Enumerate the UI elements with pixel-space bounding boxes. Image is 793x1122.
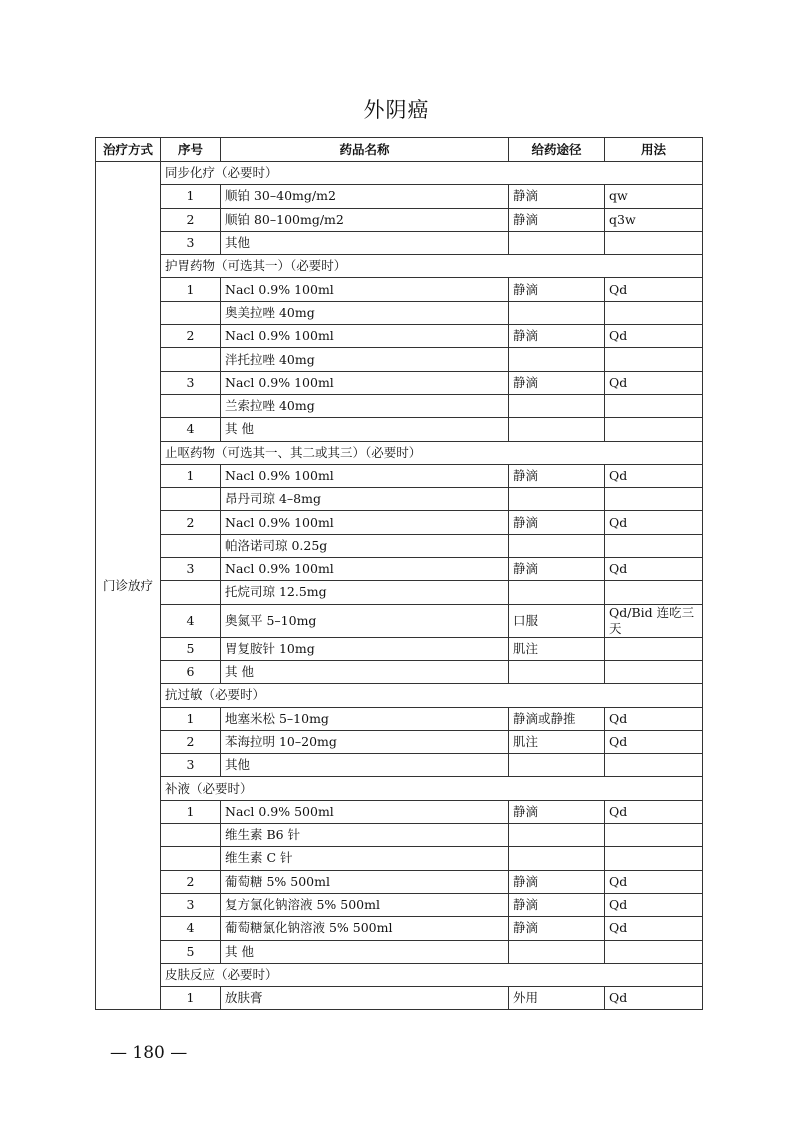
table-row bbox=[96, 660, 703, 683]
usage-cell bbox=[605, 660, 703, 683]
drug-name-cell: 地塞米松 5–10mg bbox=[221, 707, 509, 730]
drug-name-cell: 其 他 bbox=[221, 418, 509, 441]
usage-cell bbox=[605, 534, 703, 557]
route-cell: 肌注 bbox=[509, 730, 605, 753]
treatment-method-cell: 门诊放疗 bbox=[96, 162, 161, 1010]
usage-cell: Qd bbox=[605, 917, 703, 940]
seq-cell bbox=[161, 488, 221, 511]
table-row bbox=[96, 940, 703, 963]
usage-cell: Qd bbox=[605, 371, 703, 394]
drug-name-cell: 昂丹司琼 4–8mg bbox=[221, 488, 509, 511]
route-cell: 静滴 bbox=[509, 278, 605, 301]
table-row bbox=[96, 604, 703, 637]
usage-cell: Qd bbox=[605, 278, 703, 301]
usage-cell bbox=[605, 847, 703, 870]
route-cell: 静滴 bbox=[509, 325, 605, 348]
usage-cell: qw bbox=[605, 185, 703, 208]
usage-cell: Qd bbox=[605, 987, 703, 1010]
section-heading: 护胃药物（可选其一）（必要时） bbox=[161, 255, 703, 278]
table-row bbox=[96, 558, 703, 581]
section-row bbox=[96, 777, 703, 800]
seq-cell: 2 bbox=[161, 208, 221, 231]
drug-name-cell: 兰索拉唑 40mg bbox=[221, 394, 509, 417]
route-cell: 肌注 bbox=[509, 637, 605, 660]
drug-name-cell: Nacl 0.9% 100ml bbox=[221, 511, 509, 534]
table-row bbox=[96, 917, 703, 940]
seq-cell: 1 bbox=[161, 464, 221, 487]
table-row bbox=[96, 301, 703, 324]
route-cell bbox=[509, 940, 605, 963]
usage-cell bbox=[605, 488, 703, 511]
route-cell: 静滴 bbox=[509, 870, 605, 893]
section-row bbox=[96, 963, 703, 986]
drug-name-cell: 顺铂 30–40mg/m2 bbox=[221, 185, 509, 208]
usage-cell: Qd bbox=[605, 730, 703, 753]
route-cell bbox=[509, 534, 605, 557]
drug-table bbox=[95, 137, 703, 1010]
table-row bbox=[96, 231, 703, 254]
drug-name-cell: Nacl 0.9% 100ml bbox=[221, 278, 509, 301]
usage-cell: Qd bbox=[605, 893, 703, 916]
route-cell bbox=[509, 418, 605, 441]
drug-name-cell: 其 他 bbox=[221, 660, 509, 683]
drug-name-cell: Nacl 0.9% 100ml bbox=[221, 558, 509, 581]
route-cell bbox=[509, 488, 605, 511]
seq-cell bbox=[161, 824, 221, 847]
table-row bbox=[96, 800, 703, 823]
seq-cell: 2 bbox=[161, 870, 221, 893]
table-row bbox=[96, 511, 703, 534]
seq-cell: 1 bbox=[161, 278, 221, 301]
route-cell bbox=[509, 847, 605, 870]
table-row bbox=[96, 278, 703, 301]
drug-name-cell: 放肤膏 bbox=[221, 987, 509, 1010]
usage-cell bbox=[605, 581, 703, 604]
table-row bbox=[96, 488, 703, 511]
route-cell bbox=[509, 231, 605, 254]
seq-cell bbox=[161, 534, 221, 557]
table-row bbox=[96, 464, 703, 487]
route-cell bbox=[509, 754, 605, 777]
drug-name-cell: Nacl 0.9% 100ml bbox=[221, 325, 509, 348]
table-row bbox=[96, 893, 703, 916]
table-row bbox=[96, 730, 703, 753]
drug-name-cell: 其他 bbox=[221, 754, 509, 777]
drug-name-cell: 其他 bbox=[221, 231, 509, 254]
drug-name-cell: 苯海拉明 10–20mg bbox=[221, 730, 509, 753]
usage-cell bbox=[605, 348, 703, 371]
usage-cell bbox=[605, 940, 703, 963]
drug-name-cell: 维生素 B6 针 bbox=[221, 824, 509, 847]
seq-cell: 2 bbox=[161, 730, 221, 753]
header-route: 给药途径 bbox=[509, 138, 605, 162]
table-row bbox=[96, 325, 703, 348]
seq-cell bbox=[161, 301, 221, 324]
seq-cell: 2 bbox=[161, 511, 221, 534]
route-cell: 静滴 bbox=[509, 464, 605, 487]
usage-cell bbox=[605, 754, 703, 777]
table-row bbox=[96, 418, 703, 441]
table-row bbox=[96, 637, 703, 660]
usage-cell bbox=[605, 418, 703, 441]
table-row bbox=[96, 348, 703, 371]
section-row bbox=[96, 684, 703, 707]
page-number: — 180 — bbox=[110, 1043, 188, 1063]
seq-cell: 3 bbox=[161, 893, 221, 916]
table-row bbox=[96, 185, 703, 208]
seq-cell: 4 bbox=[161, 604, 221, 637]
page-title: 外阴癌 bbox=[363, 98, 430, 122]
drug-name-cell: 奥氮平 5–10mg bbox=[221, 604, 509, 637]
route-cell: 静滴 bbox=[509, 371, 605, 394]
seq-cell bbox=[161, 348, 221, 371]
drug-name-cell: 泮托拉唑 40mg bbox=[221, 348, 509, 371]
seq-cell: 3 bbox=[161, 231, 221, 254]
drug-name-cell: Nacl 0.9% 500ml bbox=[221, 800, 509, 823]
seq-cell: 3 bbox=[161, 558, 221, 581]
seq-cell: 2 bbox=[161, 325, 221, 348]
header-drug: 药品名称 bbox=[221, 138, 509, 162]
usage-cell: Qd bbox=[605, 464, 703, 487]
usage-cell: Qd bbox=[605, 558, 703, 581]
drug-name-cell: 葡萄糖氯化钠溶液 5% 500ml bbox=[221, 917, 509, 940]
header-method: 治疗方式 bbox=[96, 138, 161, 162]
usage-cell: Qd bbox=[605, 800, 703, 823]
table-header-row bbox=[96, 138, 703, 162]
seq-cell bbox=[161, 847, 221, 870]
route-cell: 静滴 bbox=[509, 917, 605, 940]
seq-cell: 4 bbox=[161, 917, 221, 940]
drug-name-cell: Nacl 0.9% 100ml bbox=[221, 371, 509, 394]
seq-cell: 3 bbox=[161, 371, 221, 394]
drug-name-cell: 奥美拉唑 40mg bbox=[221, 301, 509, 324]
usage-cell bbox=[605, 301, 703, 324]
seq-cell: 4 bbox=[161, 418, 221, 441]
drug-name-cell: 帕洛诺司琼 0.25g bbox=[221, 534, 509, 557]
section-row bbox=[96, 162, 703, 185]
route-cell: 静滴 bbox=[509, 208, 605, 231]
seq-cell: 5 bbox=[161, 637, 221, 660]
usage-cell bbox=[605, 231, 703, 254]
seq-cell: 1 bbox=[161, 987, 221, 1010]
route-cell bbox=[509, 394, 605, 417]
section-heading: 补液（必要时） bbox=[161, 777, 703, 800]
route-cell: 静滴 bbox=[509, 185, 605, 208]
section-heading: 抗过敏（必要时） bbox=[161, 684, 703, 707]
route-cell: 外用 bbox=[509, 987, 605, 1010]
usage-cell bbox=[605, 824, 703, 847]
section-row bbox=[96, 441, 703, 464]
section-heading: 止呕药物（可选其一、其二或其三）（必要时） bbox=[161, 441, 703, 464]
route-cell bbox=[509, 660, 605, 683]
header-usage: 用法 bbox=[605, 138, 703, 162]
usage-cell bbox=[605, 637, 703, 660]
usage-cell: Qd bbox=[605, 707, 703, 730]
seq-cell: 3 bbox=[161, 754, 221, 777]
table-row bbox=[96, 394, 703, 417]
table-row bbox=[96, 824, 703, 847]
drug-name-cell: 胃复胺针 10mg bbox=[221, 637, 509, 660]
route-cell bbox=[509, 581, 605, 604]
table-row bbox=[96, 707, 703, 730]
usage-cell: Qd bbox=[605, 870, 703, 893]
drug-name-cell: 复方氯化钠溶液 5% 500ml bbox=[221, 893, 509, 916]
usage-cell bbox=[605, 394, 703, 417]
seq-cell bbox=[161, 581, 221, 604]
table-row bbox=[96, 870, 703, 893]
drug-name-cell: 维生素 C 针 bbox=[221, 847, 509, 870]
seq-cell: 1 bbox=[161, 707, 221, 730]
header-seq: 序号 bbox=[161, 138, 221, 162]
section-heading: 同步化疗（必要时） bbox=[161, 162, 703, 185]
usage-cell: Qd bbox=[605, 511, 703, 534]
route-cell: 静滴 bbox=[509, 893, 605, 916]
drug-name-cell: 顺铂 80–100mg/m2 bbox=[221, 208, 509, 231]
table-row bbox=[96, 371, 703, 394]
seq-cell: 6 bbox=[161, 660, 221, 683]
table-row bbox=[96, 987, 703, 1010]
table-row bbox=[96, 534, 703, 557]
route-cell: 口服 bbox=[509, 604, 605, 637]
table-row bbox=[96, 208, 703, 231]
route-cell: 静滴 bbox=[509, 511, 605, 534]
seq-cell bbox=[161, 394, 221, 417]
usage-cell: Qd/Bid 连吃三天 bbox=[605, 604, 703, 637]
table-row bbox=[96, 754, 703, 777]
section-row bbox=[96, 255, 703, 278]
section-heading: 皮肤反应（必要时） bbox=[161, 963, 703, 986]
route-cell bbox=[509, 301, 605, 324]
route-cell bbox=[509, 824, 605, 847]
table-row bbox=[96, 581, 703, 604]
seq-cell: 1 bbox=[161, 800, 221, 823]
usage-cell: Qd bbox=[605, 325, 703, 348]
table-row bbox=[96, 847, 703, 870]
seq-cell: 5 bbox=[161, 940, 221, 963]
route-cell: 静滴或静推 bbox=[509, 707, 605, 730]
seq-cell: 1 bbox=[161, 185, 221, 208]
drug-name-cell: 托烷司琼 12.5mg bbox=[221, 581, 509, 604]
drug-name-cell: 葡萄糖 5% 500ml bbox=[221, 870, 509, 893]
route-cell bbox=[509, 348, 605, 371]
route-cell: 静滴 bbox=[509, 800, 605, 823]
route-cell: 静滴 bbox=[509, 558, 605, 581]
drug-name-cell: 其 他 bbox=[221, 940, 509, 963]
usage-cell: q3w bbox=[605, 208, 703, 231]
drug-name-cell: Nacl 0.9% 100ml bbox=[221, 464, 509, 487]
